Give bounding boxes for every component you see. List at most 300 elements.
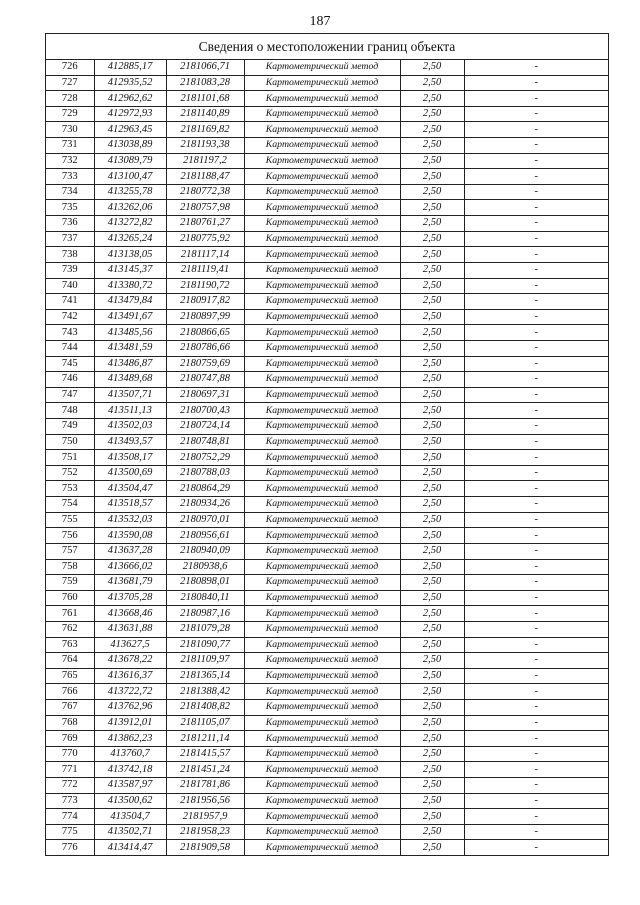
method-cell: Картометрический метод <box>244 231 400 247</box>
table-row <box>46 824 608 840</box>
y-coordinate-cell: 2180752,29 <box>166 450 244 466</box>
description-cell: - <box>464 731 608 747</box>
accuracy-cell: 2,50 <box>400 231 464 247</box>
point-number-cell: 741 <box>46 294 94 310</box>
table-row <box>46 200 608 216</box>
table-row <box>46 715 608 731</box>
y-coordinate-cell: 2180775,92 <box>166 231 244 247</box>
method-cell: Картометрический метод <box>244 762 400 778</box>
point-number-cell: 746 <box>46 372 94 388</box>
point-number-cell: 729 <box>46 106 94 122</box>
accuracy-cell: 2,50 <box>400 559 464 575</box>
method-cell: Картометрический метод <box>244 278 400 294</box>
method-cell: Картометрический метод <box>244 340 400 356</box>
coordinates-table <box>46 60 608 855</box>
method-cell: Картометрический метод <box>244 699 400 715</box>
point-number-cell: 750 <box>46 434 94 450</box>
description-cell: - <box>464 762 608 778</box>
accuracy-cell: 2,50 <box>400 778 464 794</box>
accuracy-cell: 2,50 <box>400 434 464 450</box>
x-coordinate-cell: 413100,47 <box>94 169 166 185</box>
method-cell: Картометрический метод <box>244 809 400 825</box>
y-coordinate-cell: 2181090,77 <box>166 637 244 653</box>
y-coordinate-cell: 2180700,43 <box>166 403 244 419</box>
method-cell: Картометрический метод <box>244 262 400 278</box>
accuracy-cell: 2,50 <box>400 528 464 544</box>
method-cell: Картометрический метод <box>244 528 400 544</box>
x-coordinate-cell: 413138,05 <box>94 247 166 263</box>
point-number-cell: 733 <box>46 169 94 185</box>
x-coordinate-cell: 413380,72 <box>94 278 166 294</box>
accuracy-cell: 2,50 <box>400 184 464 200</box>
table-row <box>46 169 608 185</box>
point-number-cell: 734 <box>46 184 94 200</box>
method-cell: Картометрический метод <box>244 497 400 513</box>
method-cell: Картометрический метод <box>244 434 400 450</box>
accuracy-cell: 2,50 <box>400 106 464 122</box>
x-coordinate-cell: 413532,03 <box>94 512 166 528</box>
accuracy-cell: 2,50 <box>400 325 464 341</box>
method-cell: Картометрический метод <box>244 481 400 497</box>
accuracy-cell: 2,50 <box>400 606 464 622</box>
table-row <box>46 512 608 528</box>
accuracy-cell: 2,50 <box>400 60 464 75</box>
method-cell: Картометрический метод <box>244 403 400 419</box>
point-number-cell: 765 <box>46 668 94 684</box>
table-row <box>46 325 608 341</box>
x-coordinate-cell: 413502,71 <box>94 824 166 840</box>
y-coordinate-cell: 2181909,58 <box>166 840 244 855</box>
method-cell: Картометрический метод <box>244 153 400 169</box>
table-row <box>46 356 608 372</box>
point-number-cell: 772 <box>46 778 94 794</box>
point-number-cell: 770 <box>46 746 94 762</box>
point-number-cell: 745 <box>46 356 94 372</box>
table-row <box>46 138 608 154</box>
table-row <box>46 60 608 75</box>
accuracy-cell: 2,50 <box>400 309 464 325</box>
y-coordinate-cell: 2180761,27 <box>166 216 244 232</box>
accuracy-cell: 2,50 <box>400 387 464 403</box>
x-coordinate-cell: 413504,7 <box>94 809 166 825</box>
y-coordinate-cell: 2180934,26 <box>166 497 244 513</box>
point-number-cell: 736 <box>46 216 94 232</box>
description-cell: - <box>464 262 608 278</box>
table-row <box>46 262 608 278</box>
accuracy-cell: 2,50 <box>400 590 464 606</box>
point-number-cell: 757 <box>46 543 94 559</box>
description-cell: - <box>464 325 608 341</box>
table-row <box>46 746 608 762</box>
description-cell: - <box>464 528 608 544</box>
point-number-cell: 739 <box>46 262 94 278</box>
accuracy-cell: 2,50 <box>400 91 464 107</box>
description-cell: - <box>464 247 608 263</box>
y-coordinate-cell: 2181083,28 <box>166 75 244 91</box>
description-cell: - <box>464 75 608 91</box>
method-cell: Картометрический метод <box>244 606 400 622</box>
y-coordinate-cell: 2181958,23 <box>166 824 244 840</box>
x-coordinate-cell: 413681,79 <box>94 575 166 591</box>
x-coordinate-cell: 413262,06 <box>94 200 166 216</box>
description-cell: - <box>464 309 608 325</box>
method-cell: Картометрический метод <box>244 590 400 606</box>
accuracy-cell: 2,50 <box>400 138 464 154</box>
x-coordinate-cell: 413479,84 <box>94 294 166 310</box>
x-coordinate-cell: 413481,59 <box>94 340 166 356</box>
method-cell: Картометрический метод <box>244 637 400 653</box>
accuracy-cell: 2,50 <box>400 746 464 762</box>
method-cell: Картометрический метод <box>244 122 400 138</box>
description-cell: - <box>464 231 608 247</box>
point-number-cell: 730 <box>46 122 94 138</box>
y-coordinate-cell: 2181119,41 <box>166 262 244 278</box>
description-cell: - <box>464 621 608 637</box>
x-coordinate-cell: 413485,56 <box>94 325 166 341</box>
accuracy-cell: 2,50 <box>400 122 464 138</box>
x-coordinate-cell: 413627,5 <box>94 637 166 653</box>
x-coordinate-cell: 413742,18 <box>94 762 166 778</box>
x-coordinate-cell: 412962,62 <box>94 91 166 107</box>
table-row <box>46 231 608 247</box>
point-number-cell: 763 <box>46 637 94 653</box>
method-cell: Картометрический метод <box>244 840 400 855</box>
table-row <box>46 699 608 715</box>
boundary-coordinates-section <box>45 33 609 856</box>
method-cell: Картометрический метод <box>244 824 400 840</box>
method-cell: Картометрический метод <box>244 793 400 809</box>
point-number-cell: 764 <box>46 653 94 669</box>
point-number-cell: 762 <box>46 621 94 637</box>
table-row <box>46 637 608 653</box>
table-row <box>46 75 608 91</box>
accuracy-cell: 2,50 <box>400 356 464 372</box>
accuracy-cell: 2,50 <box>400 247 464 263</box>
y-coordinate-cell: 2181211,14 <box>166 731 244 747</box>
x-coordinate-cell: 413265,24 <box>94 231 166 247</box>
accuracy-cell: 2,50 <box>400 809 464 825</box>
description-cell: - <box>464 60 608 75</box>
y-coordinate-cell: 2181066,71 <box>166 60 244 75</box>
x-coordinate-cell: 413272,82 <box>94 216 166 232</box>
point-number-cell: 751 <box>46 450 94 466</box>
y-coordinate-cell: 2181190,72 <box>166 278 244 294</box>
y-coordinate-cell: 2181956,56 <box>166 793 244 809</box>
accuracy-cell: 2,50 <box>400 169 464 185</box>
accuracy-cell: 2,50 <box>400 497 464 513</box>
y-coordinate-cell: 2181193,38 <box>166 138 244 154</box>
table-row <box>46 684 608 700</box>
x-coordinate-cell: 413486,87 <box>94 356 166 372</box>
point-number-cell: 726 <box>46 60 94 75</box>
x-coordinate-cell: 413489,68 <box>94 372 166 388</box>
description-cell: - <box>464 715 608 731</box>
point-number-cell: 732 <box>46 153 94 169</box>
description-cell: - <box>464 684 608 700</box>
accuracy-cell: 2,50 <box>400 75 464 91</box>
table-row <box>46 216 608 232</box>
y-coordinate-cell: 2180898,01 <box>166 575 244 591</box>
accuracy-cell: 2,50 <box>400 575 464 591</box>
y-coordinate-cell: 2181140,89 <box>166 106 244 122</box>
description-cell: - <box>464 153 608 169</box>
y-coordinate-cell: 2181105,07 <box>166 715 244 731</box>
description-cell: - <box>464 778 608 794</box>
description-cell: - <box>464 356 608 372</box>
accuracy-cell: 2,50 <box>400 637 464 653</box>
table-row <box>46 387 608 403</box>
y-coordinate-cell: 2180840,11 <box>166 590 244 606</box>
description-cell: - <box>464 340 608 356</box>
method-cell: Картометрический метод <box>244 419 400 435</box>
table-row <box>46 309 608 325</box>
description-cell: - <box>464 793 608 809</box>
method-cell: Картометрический метод <box>244 91 400 107</box>
description-cell: - <box>464 403 608 419</box>
y-coordinate-cell: 2181415,57 <box>166 746 244 762</box>
accuracy-cell: 2,50 <box>400 481 464 497</box>
description-cell: - <box>464 294 608 310</box>
description-cell: - <box>464 216 608 232</box>
description-cell: - <box>464 91 608 107</box>
point-number-cell: 774 <box>46 809 94 825</box>
method-cell: Картометрический метод <box>244 621 400 637</box>
table-row <box>46 497 608 513</box>
table-row <box>46 840 608 855</box>
x-coordinate-cell: 412972,93 <box>94 106 166 122</box>
method-cell: Картометрический метод <box>244 247 400 263</box>
y-coordinate-cell: 2180788,03 <box>166 465 244 481</box>
accuracy-cell: 2,50 <box>400 372 464 388</box>
method-cell: Картометрический метод <box>244 200 400 216</box>
accuracy-cell: 2,50 <box>400 824 464 840</box>
table-row <box>46 153 608 169</box>
point-number-cell: 768 <box>46 715 94 731</box>
description-cell: - <box>464 653 608 669</box>
method-cell: Картометрический метод <box>244 512 400 528</box>
accuracy-cell: 2,50 <box>400 793 464 809</box>
coordinates-table-body <box>46 60 608 855</box>
table-row <box>46 559 608 575</box>
accuracy-cell: 2,50 <box>400 731 464 747</box>
y-coordinate-cell: 2180866,65 <box>166 325 244 341</box>
accuracy-cell: 2,50 <box>400 668 464 684</box>
x-coordinate-cell: 413912,01 <box>94 715 166 731</box>
y-coordinate-cell: 2181781,86 <box>166 778 244 794</box>
table-row <box>46 528 608 544</box>
accuracy-cell: 2,50 <box>400 762 464 778</box>
point-number-cell: 747 <box>46 387 94 403</box>
description-cell: - <box>464 559 608 575</box>
point-number-cell: 766 <box>46 684 94 700</box>
description-cell: - <box>464 668 608 684</box>
y-coordinate-cell: 2180786,66 <box>166 340 244 356</box>
table-row <box>46 668 608 684</box>
method-cell: Картометрический метод <box>244 668 400 684</box>
point-number-cell: 754 <box>46 497 94 513</box>
table-row <box>46 465 608 481</box>
x-coordinate-cell: 413255,78 <box>94 184 166 200</box>
table-row <box>46 575 608 591</box>
method-cell: Картометрический метод <box>244 450 400 466</box>
point-number-cell: 755 <box>46 512 94 528</box>
accuracy-cell: 2,50 <box>400 450 464 466</box>
x-coordinate-cell: 413590,08 <box>94 528 166 544</box>
method-cell: Картометрический метод <box>244 294 400 310</box>
table-row <box>46 340 608 356</box>
x-coordinate-cell: 413504,47 <box>94 481 166 497</box>
method-cell: Картометрический метод <box>244 465 400 481</box>
y-coordinate-cell: 2180938,6 <box>166 559 244 575</box>
x-coordinate-cell: 413507,71 <box>94 387 166 403</box>
description-cell: - <box>464 465 608 481</box>
y-coordinate-cell: 2181117,14 <box>166 247 244 263</box>
point-number-cell: 749 <box>46 419 94 435</box>
accuracy-cell: 2,50 <box>400 653 464 669</box>
method-cell: Картометрический метод <box>244 372 400 388</box>
accuracy-cell: 2,50 <box>400 153 464 169</box>
accuracy-cell: 2,50 <box>400 465 464 481</box>
description-cell: - <box>464 699 608 715</box>
y-coordinate-cell: 2181197,2 <box>166 153 244 169</box>
description-cell: - <box>464 637 608 653</box>
method-cell: Картометрический метод <box>244 309 400 325</box>
y-coordinate-cell: 2181388,42 <box>166 684 244 700</box>
y-coordinate-cell: 2180940,09 <box>166 543 244 559</box>
point-number-cell: 767 <box>46 699 94 715</box>
y-coordinate-cell: 2180759,69 <box>166 356 244 372</box>
description-cell: - <box>464 184 608 200</box>
y-coordinate-cell: 2181109,97 <box>166 653 244 669</box>
description-cell: - <box>464 169 608 185</box>
y-coordinate-cell: 2180970,01 <box>166 512 244 528</box>
point-number-cell: 752 <box>46 465 94 481</box>
table-row <box>46 434 608 450</box>
accuracy-cell: 2,50 <box>400 621 464 637</box>
method-cell: Картометрический метод <box>244 325 400 341</box>
point-number-cell: 769 <box>46 731 94 747</box>
x-coordinate-cell: 413722,72 <box>94 684 166 700</box>
y-coordinate-cell: 2180897,99 <box>166 309 244 325</box>
table-row <box>46 653 608 669</box>
accuracy-cell: 2,50 <box>400 216 464 232</box>
description-cell: - <box>464 590 608 606</box>
x-coordinate-cell: 412935,52 <box>94 75 166 91</box>
x-coordinate-cell: 413500,69 <box>94 465 166 481</box>
table-row <box>46 450 608 466</box>
table-row <box>46 778 608 794</box>
description-cell: - <box>464 372 608 388</box>
x-coordinate-cell: 413760,7 <box>94 746 166 762</box>
table-row <box>46 809 608 825</box>
x-coordinate-cell: 413666,02 <box>94 559 166 575</box>
description-cell: - <box>464 138 608 154</box>
table-row <box>46 731 608 747</box>
description-cell: - <box>464 200 608 216</box>
point-number-cell: 728 <box>46 91 94 107</box>
x-coordinate-cell: 413668,46 <box>94 606 166 622</box>
accuracy-cell: 2,50 <box>400 512 464 528</box>
point-number-cell: 743 <box>46 325 94 341</box>
table-row <box>46 106 608 122</box>
description-cell: - <box>464 387 608 403</box>
x-coordinate-cell: 413616,37 <box>94 668 166 684</box>
point-number-cell: 760 <box>46 590 94 606</box>
table-row <box>46 793 608 809</box>
point-number-cell: 753 <box>46 481 94 497</box>
description-cell: - <box>464 106 608 122</box>
x-coordinate-cell: 413678,22 <box>94 653 166 669</box>
point-number-cell: 731 <box>46 138 94 154</box>
x-coordinate-cell: 413631,88 <box>94 621 166 637</box>
point-number-cell: 771 <box>46 762 94 778</box>
description-cell: - <box>464 481 608 497</box>
point-number-cell: 756 <box>46 528 94 544</box>
description-cell: - <box>464 575 608 591</box>
y-coordinate-cell: 2181079,28 <box>166 621 244 637</box>
x-coordinate-cell: 413762,96 <box>94 699 166 715</box>
method-cell: Картометрический метод <box>244 60 400 75</box>
x-coordinate-cell: 413862,23 <box>94 731 166 747</box>
accuracy-cell: 2,50 <box>400 200 464 216</box>
table-row <box>46 606 608 622</box>
method-cell: Картометрический метод <box>244 356 400 372</box>
x-coordinate-cell: 413637,28 <box>94 543 166 559</box>
description-cell: - <box>464 606 608 622</box>
table-row <box>46 590 608 606</box>
x-coordinate-cell: 413508,17 <box>94 450 166 466</box>
y-coordinate-cell: 2180697,31 <box>166 387 244 403</box>
point-number-cell: 727 <box>46 75 94 91</box>
method-cell: Картометрический метод <box>244 575 400 591</box>
y-coordinate-cell: 2180917,82 <box>166 294 244 310</box>
method-cell: Картометрический метод <box>244 216 400 232</box>
y-coordinate-cell: 2181451,24 <box>166 762 244 778</box>
method-cell: Картометрический метод <box>244 169 400 185</box>
y-coordinate-cell: 2180772,38 <box>166 184 244 200</box>
description-cell: - <box>464 512 608 528</box>
method-cell: Картометрический метод <box>244 559 400 575</box>
point-number-cell: 748 <box>46 403 94 419</box>
description-cell: - <box>534 841 538 853</box>
accuracy-cell: 2,50 <box>400 684 464 700</box>
y-coordinate-cell: 2180987,16 <box>166 606 244 622</box>
method-cell: Картометрический метод <box>244 543 400 559</box>
method-cell: Картометрический метод <box>244 75 400 91</box>
description-cell: - <box>464 419 608 435</box>
y-coordinate-cell: 2181169,82 <box>166 122 244 138</box>
description-cell: - <box>464 450 608 466</box>
x-coordinate-cell: 413502,03 <box>94 419 166 435</box>
method-cell: Картометрический метод <box>244 684 400 700</box>
x-coordinate-cell: 412885,17 <box>94 60 166 75</box>
section-title: Сведения о местоположении границ объекта <box>46 34 608 60</box>
y-coordinate-cell: 2181188,47 <box>166 169 244 185</box>
point-number-cell: 740 <box>46 278 94 294</box>
table-row <box>46 122 608 138</box>
table-row <box>46 294 608 310</box>
description-cell: - <box>464 434 608 450</box>
accuracy-cell: 2,50 <box>400 699 464 715</box>
accuracy-cell: 2,50 <box>400 715 464 731</box>
x-coordinate-cell: 413414,47 <box>94 840 166 855</box>
accuracy-cell: 2,50 <box>400 262 464 278</box>
accuracy-cell: 2,50 <box>400 294 464 310</box>
table-row <box>46 247 608 263</box>
x-coordinate-cell: 413038,89 <box>94 138 166 154</box>
x-coordinate-cell: 413491,67 <box>94 309 166 325</box>
y-coordinate-cell: 2180748,81 <box>166 434 244 450</box>
